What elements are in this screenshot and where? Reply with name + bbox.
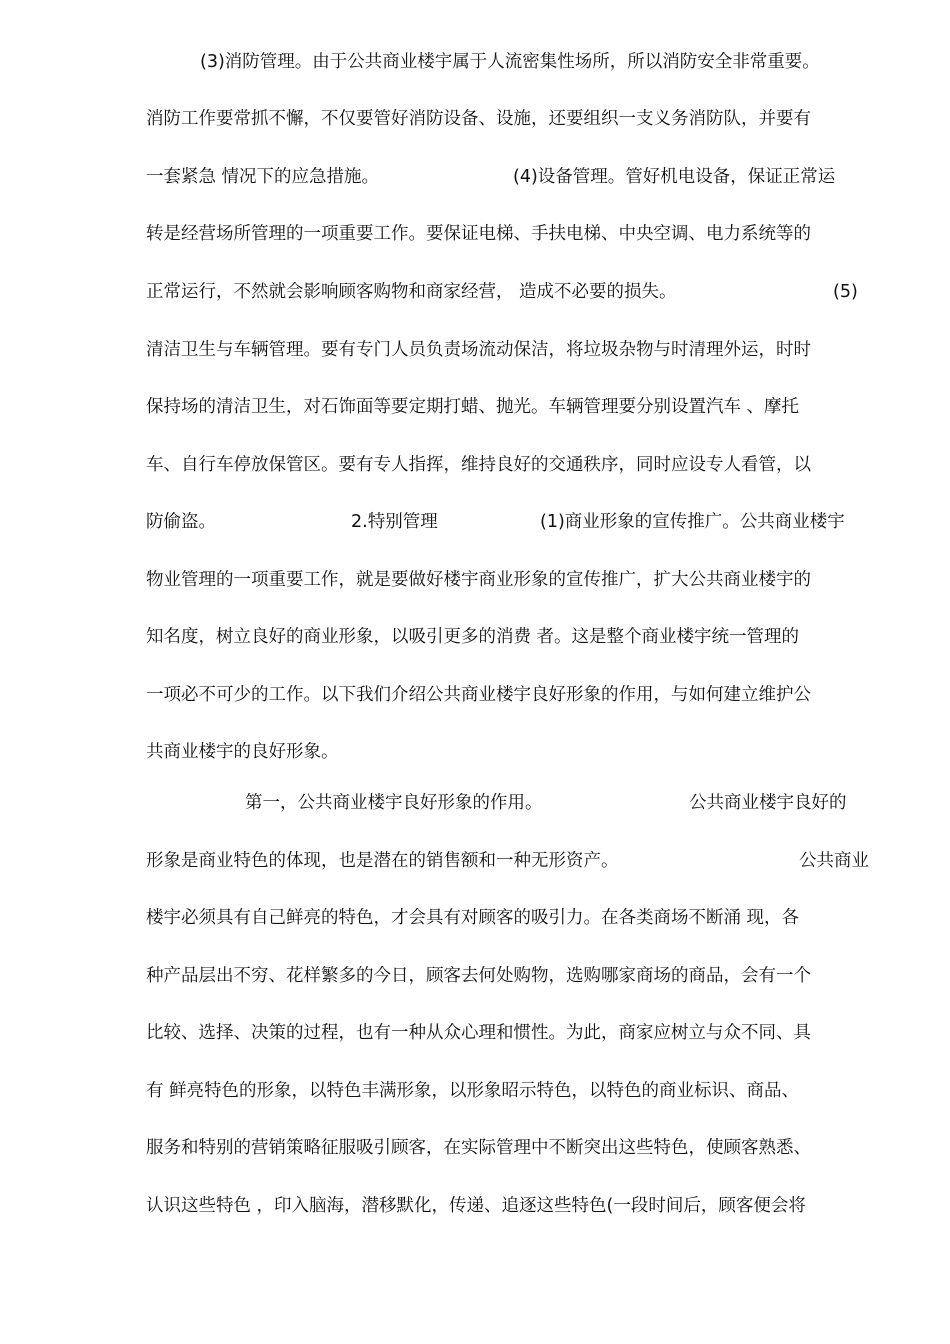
line-18-text: 比较、选择、决策的过程，也有一种从众心理和惯性。为此，商家应树立与众不同、具 bbox=[146, 1023, 811, 1043]
text-line-19 bbox=[146, 1079, 876, 1103]
text-line-17 bbox=[146, 964, 876, 988]
line-4-text: 转是经营场所管理的一项重要工作。要保证电梯、手扶电梯、中央空调、电力系统等的 bbox=[146, 224, 811, 244]
line-16-text: 楼宇必须具有自己鲜亮的特色，才会具有对顾客的吸引力。在各类商场不断涌 现，各 bbox=[146, 908, 800, 928]
text-line-18 bbox=[146, 1021, 876, 1045]
text-line-13 bbox=[146, 740, 876, 764]
line-5-text-a: 正常运行，不然就会影响顾客购物和商家经营， 造成不必要的损失。 bbox=[146, 282, 677, 302]
line-9-text-b: 2.特别管理 bbox=[351, 512, 438, 532]
line-17-text: 种产品层出不穷、花样繁多的今日，顾客去何处购物，选购哪家商场的商品，会有一个 bbox=[146, 966, 811, 986]
line-20-text: 服务和特别的营销策略征服吸引顾客，在实际管理中不断突出这些特色，使顾客熟悉、 bbox=[146, 1138, 811, 1158]
line-8-text: 车、自行车停放保管区。要有专人指挥，维持良好的交通秩序，同时应设专人看管，以 bbox=[146, 455, 811, 475]
text-line-2 bbox=[146, 107, 876, 131]
line-3-text-a: 一套紧急 情况下的应急措施。 bbox=[146, 167, 380, 187]
line-10-text: 物业管理的一项重要工作，就是要做好楼宇商业形象的宣传推广，扩大公共商业楼宇的 bbox=[146, 570, 811, 590]
text-line-21 bbox=[146, 1194, 876, 1218]
text-line-16 bbox=[146, 906, 876, 930]
text-line-6 bbox=[146, 338, 876, 362]
line-12-text: 一项必不可少的工作。以下我们介绍公共商业楼宇良好形象的作用，与如何建立维护公 bbox=[146, 685, 811, 705]
line-5-text-b: (5) bbox=[833, 282, 858, 302]
text-line-7 bbox=[146, 395, 876, 419]
line-1-text: (3)消防管理。由于公共商业楼宇属于人流密集性场所，所以消防安全非常重要。 bbox=[200, 52, 820, 72]
line-7-text: 保持场的清洁卫生，对石饰面等要定期打蜡、抛光。车辆管理要分别设置汽车 、摩托 bbox=[146, 397, 800, 417]
text-line-15 bbox=[146, 849, 876, 873]
text-line-10 bbox=[146, 568, 876, 592]
line-11-text: 知名度，树立良好的商业形象，以吸引更多的消费 者。这是整个商业楼宇统一管理的 bbox=[146, 627, 800, 647]
line-14-text-b: 公共商业楼宇良好的 bbox=[689, 793, 847, 813]
line-9-text-a: 防偷盗。 bbox=[146, 512, 216, 532]
text-line-1 bbox=[200, 50, 876, 74]
line-6-text: 清洁卫生与车辆管理。要有专门人员负责场流动保洁，将垃圾杂物与时清理外运，时时 bbox=[146, 340, 811, 360]
text-line-4 bbox=[146, 222, 876, 246]
text-line-12 bbox=[146, 683, 876, 707]
line-14-text-a: 第一，公共商业楼宇良好形象的作用。 bbox=[245, 793, 543, 813]
line-13-text: 共商业楼宇的良好形象。 bbox=[146, 742, 339, 762]
text-line-5 bbox=[146, 280, 876, 304]
line-15-text-b: 公共商业 bbox=[799, 851, 869, 871]
text-line-11 bbox=[146, 625, 876, 649]
line-21-text: 认识这些特色 ，印入脑海，潜移默化，传递、追逐这些特色(一段时间后，顾客便会将 bbox=[146, 1196, 806, 1216]
text-line-20 bbox=[146, 1136, 876, 1160]
text-line-9 bbox=[146, 510, 876, 534]
line-9-text-c: (1)商业形象的宣传推广。公共商业楼宇 bbox=[540, 512, 845, 532]
line-15-text-a: 形象是商业特色的体现，也是潜在的销售额和一种无形资产。 bbox=[146, 851, 619, 871]
line-3-text-b: (4)设备管理。管好机电设备，保证正常运 bbox=[513, 167, 836, 187]
line-2-text: 消防工作要常抓不懈，不仅要管好消防设备、设施，还要组织一支义务消防队，并要有 bbox=[146, 109, 811, 129]
text-line-8 bbox=[146, 453, 876, 477]
line-19-text: 有 鲜亮特色的形象，以特色丰满形象，以形象昭示特色，以特色的商业标识、商品、 bbox=[146, 1081, 800, 1101]
text-line-3 bbox=[146, 165, 876, 189]
